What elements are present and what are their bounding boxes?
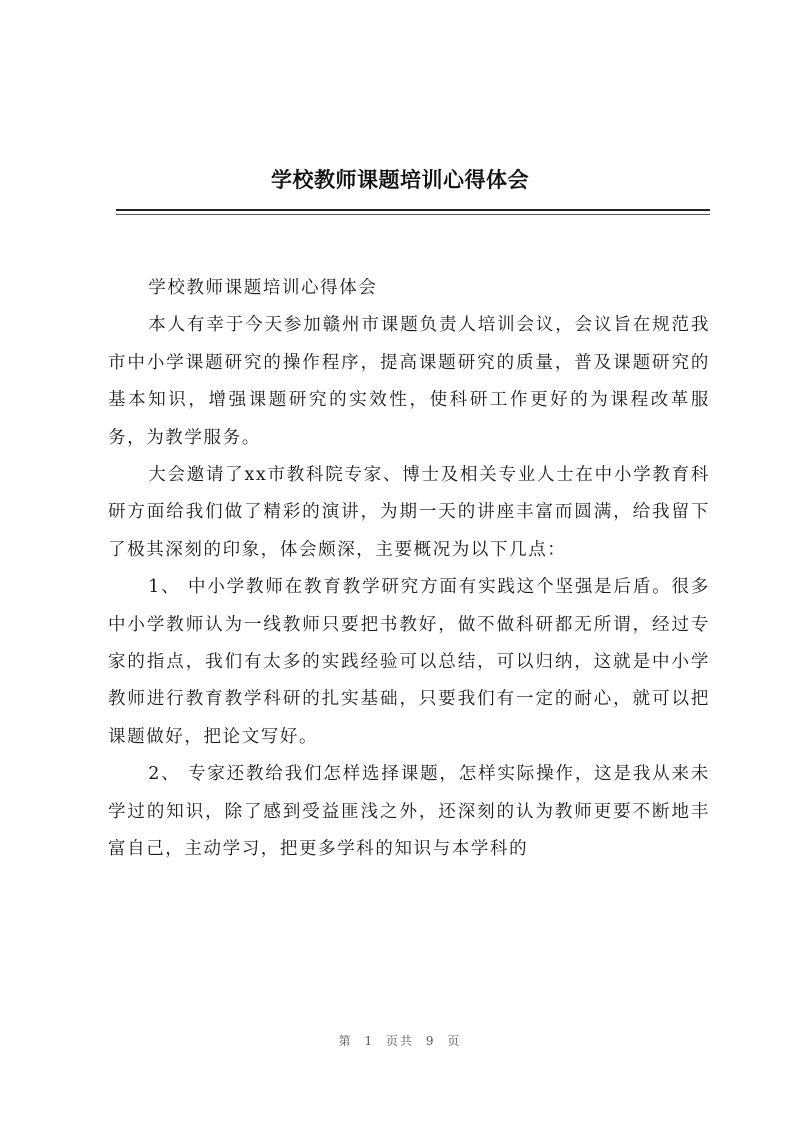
- document-body: [108, 270, 710, 869]
- paragraph-point-1: 1、 中小学教师在教育教学研究方面有实践这个坚强是后盾。很多中小学教师认为一线教师只要把书教好，做不做科研都无所谓，经过专家的指点，我们有太多的实践经验可以总结，可以归纳，这就是中小学教师进行教育教学科研的扎实基础，只要我们有一定的耐心，就可以把课题做好，把论文写好。: [108, 577, 710, 747]
- title-underline: [116, 209, 710, 211]
- paragraph-point-2: 2、 专家还教给我们怎样选择课题，怎样实际操作，这是我从来未学过的知识，除了感到受益匪浅之外，还深刻的认为教师更要不断地丰富自己，主动学习，把更多学科的知识与本学科的: [108, 764, 710, 860]
- footer-prefix: 第: [338, 1034, 353, 1048]
- footer-current-page: 1: [364, 1034, 375, 1048]
- footer-suffix: 页: [447, 1034, 462, 1048]
- title-underline-thin: [116, 214, 710, 215]
- footer-middle: 页共: [385, 1034, 414, 1048]
- paragraph-conference: 大会邀请了xx市教科院专家、博士及相关专业人士在中小学教育科研方面给我们做了精彩的演讲，为期一天的讲座丰富而圆满，给我留下了极其深刻的印象，体会颇深，主要概况为以下几点：: [108, 465, 710, 560]
- footer-total-pages: 9: [425, 1034, 436, 1048]
- paragraph-heading: 学校教师课题培训心得体会: [148, 278, 378, 298]
- page-footer: [0, 1032, 800, 1049]
- document-title: 学校教师课题培训心得体会: [271, 167, 529, 192]
- paragraph-intro: 本人有幸于今天参加赣州市课题负责人培训会议，会议旨在规范我市中小学课题研究的操作程序，提高课题研究的质量，普及课题研究的基本知识，增强课题研究的实效性，使科研工作更好的为课程改革服务，为教学服务。: [108, 315, 710, 448]
